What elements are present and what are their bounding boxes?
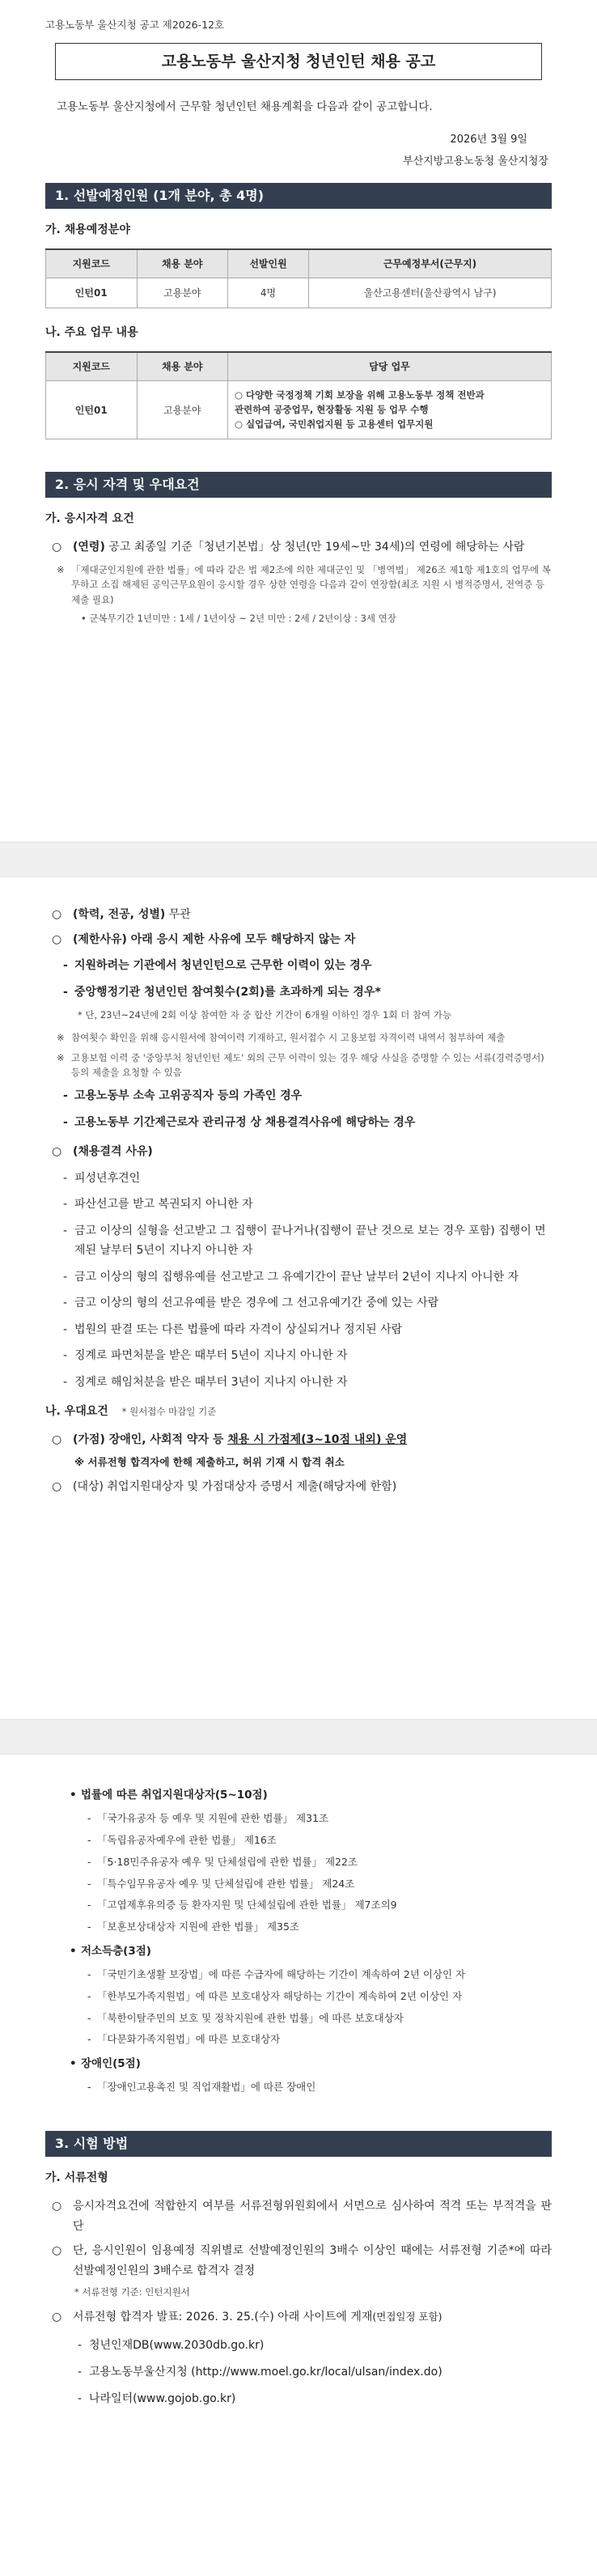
disability-title: 장애인(5점) bbox=[81, 2057, 141, 2070]
low-income-text: 「북한이탈주민의 보호 및 정착지원에 관한 법률」에 따른 보호대상자 bbox=[97, 2011, 404, 2024]
dash-mark: - bbox=[63, 985, 68, 999]
dash-mark: - bbox=[63, 1224, 68, 1237]
bonus-points-item bbox=[52, 1430, 552, 1450]
dash-mark: - bbox=[87, 1920, 91, 1933]
low-income-item bbox=[87, 1989, 552, 2005]
dash-mark: - bbox=[78, 2338, 83, 2352]
dash-mark: - bbox=[78, 2391, 83, 2405]
table-header: 담당 업무 bbox=[228, 352, 552, 381]
dash-mark: - bbox=[63, 959, 68, 972]
circle-bullet: ○ bbox=[52, 1433, 62, 1447]
bullet-mark: • bbox=[70, 1789, 77, 1802]
table-cell: 인턴01 bbox=[46, 380, 138, 439]
note-mark: ※ bbox=[57, 1032, 65, 1044]
age-extension-note bbox=[57, 562, 552, 607]
disqualification-item bbox=[63, 1320, 552, 1340]
site-link[interactable]: 청년인재DB(www.2030db.go.kr) bbox=[89, 2338, 265, 2352]
table-header: 근무예정부서(근무지) bbox=[309, 249, 552, 278]
disqualification-heading bbox=[52, 1142, 552, 1162]
dash-mark: - bbox=[63, 1296, 68, 1310]
bullet-mark: • bbox=[70, 2057, 77, 2070]
announcement-site bbox=[78, 2364, 552, 2381]
dash-mark: - bbox=[63, 1270, 68, 1284]
site-link[interactable]: 고용노동부울산지청 (http://www.moel.go.kr/local/ulsan/index.do) bbox=[89, 2365, 442, 2379]
age-label: (연령) bbox=[73, 541, 105, 554]
dash-mark: - bbox=[63, 1089, 68, 1103]
subsection-document-screening: 가. 서류전형 bbox=[45, 2171, 108, 2184]
low-income-item bbox=[87, 1967, 552, 1983]
restriction-item bbox=[63, 956, 552, 976]
table-header: 지원코드 bbox=[46, 352, 138, 381]
screening-text: 단, 응시인원이 임용예정 직위별로 선발예정인원의 3배수 이상인 때에는 서류전형 기준*에 따라 선발예정인원의 3배수로 합격자 결정 bbox=[73, 2244, 552, 2277]
dash-mark: - bbox=[63, 1198, 68, 1212]
age-text: 공고 최종일 기준「청년기본법」상 청년(만 19세~만 34세)의 연령에 해당하는 사람 bbox=[104, 541, 525, 554]
announcement-item bbox=[52, 2307, 552, 2328]
restriction-item-text: 고용노동부 소속 고위공직자 등의 가족인 경우 bbox=[74, 1089, 303, 1103]
announcement-tail: (면접일정 포함) bbox=[372, 2311, 442, 2323]
law-item-text: 「특수임무유공자 예우 및 단체설립에 관한 법률」 제24조 bbox=[97, 1877, 355, 1890]
table-cell: 고용분야 bbox=[137, 380, 228, 439]
disqualification-item bbox=[63, 1169, 552, 1189]
restriction-label: (제한사유) bbox=[73, 932, 127, 946]
circle-bullet: ○ bbox=[52, 1145, 62, 1159]
disqualification-text: 법원의 판결 또는 다른 법률에 따라 자격이 상실되거나 정지된 사람 bbox=[74, 1322, 403, 1336]
note-mark: ※ bbox=[57, 1051, 65, 1063]
hiring-field-table bbox=[45, 248, 552, 308]
section-3-heading: 3. 시험 방법 bbox=[45, 2131, 552, 2157]
dash-mark: - bbox=[87, 2033, 91, 2046]
announcement-site bbox=[78, 2337, 552, 2354]
law-item-text: 「고엽제후유의증 등 환자지원 및 단체설립에 관한 법률」 제7조의9 bbox=[97, 1899, 397, 1912]
law-item-text: 「국가유공자 등 예우 및 지원에 관한 법률」 제31조 bbox=[97, 1812, 329, 1825]
disqualification-item bbox=[63, 1221, 552, 1261]
table-row bbox=[46, 380, 552, 439]
site-link[interactable]: 나라일터(www.gojob.go.kr) bbox=[89, 2391, 236, 2405]
section-1-heading: 1. 선발예정인원 (1개 분야, 총 4명) bbox=[45, 183, 552, 209]
table-cell: 인턴01 bbox=[46, 278, 138, 308]
circle-bullet: ○ bbox=[52, 932, 62, 946]
duties-cell bbox=[228, 380, 552, 439]
duty-line: 관련하여 공중업무, 현장활동 지원 등 업무 수행 bbox=[235, 403, 429, 415]
issuing-organization: 부산지방고용노동청 울산지청장 bbox=[403, 155, 548, 168]
dash-mark: - bbox=[63, 1322, 68, 1336]
target-item bbox=[52, 1477, 552, 1497]
law-item bbox=[87, 1898, 552, 1913]
dash-mark: - bbox=[87, 1968, 91, 1980]
disqualification-text: 금고 이상의 실형을 선고받고 그 집행이 끝나거나(집행이 끝난 것으로 보는 경우 포함) 집행이 면제된 날부터 5년이 지나지 아니한 자 bbox=[74, 1224, 546, 1258]
bonus-points-underlined: 채용 시 가점제(3~10점 내외) 운영 bbox=[227, 1433, 408, 1447]
restriction-requirement bbox=[52, 930, 552, 950]
dash-mark: - bbox=[78, 2365, 83, 2379]
bonus-points-text: (가점) 장애인, 사회적 약자 등 bbox=[73, 1433, 228, 1447]
dash-mark: - bbox=[63, 1171, 68, 1185]
subsection-eligibility: 가. 응시자격 요건 bbox=[45, 512, 134, 526]
insurance-note-text: 고용보험 이력 중 '중앙부처 청년인턴 제도' 외의 근무 이력이 있는 경우 해당 사실을 증명할 수 있는 서류(경력증명서) 등의 제출을 요청할 수 있음 bbox=[71, 1051, 544, 1079]
circle-bullet: ○ bbox=[52, 2311, 62, 2324]
low-income-category bbox=[70, 1943, 552, 1959]
restriction-text: 아래 응시 제한 사유에 모두 해당하지 않는 자 bbox=[126, 932, 356, 946]
disqualification-text: 금고 이상의 형의 집행유예를 선고받고 그 유예기간이 끝난 날부터 2년이 지나지 아니한 자 bbox=[74, 1270, 519, 1284]
restriction-item bbox=[63, 982, 552, 1003]
intro-paragraph: 고용노동부 울산지청에서 근무할 청년인턴 채용계획을 다음과 같이 공고합니다. bbox=[57, 100, 433, 114]
page-title: 고용노동부 울산지청 청년인턴 채용 공고 bbox=[55, 43, 542, 81]
military-extension-bullet: • 군복무기간 1년미만 : 1세 / 1년이상 ~ 2년 미만 : 2세 / 2년이상 : 3세 연장 bbox=[81, 612, 396, 624]
insurance-history-note bbox=[57, 1050, 552, 1080]
page-1 bbox=[0, 0, 597, 842]
disqualification-item bbox=[63, 1267, 552, 1288]
dash-mark: - bbox=[87, 1899, 91, 1912]
table-header: 지원코드 bbox=[46, 249, 138, 278]
restriction-item-text: 지원하려는 기관에서 청년인턴으로 근무한 이력이 있는 경우 bbox=[74, 959, 372, 972]
education-requirement bbox=[52, 905, 552, 925]
table-cell: 고용분야 bbox=[137, 278, 228, 308]
dash-mark: - bbox=[87, 1812, 91, 1825]
disqualification-item bbox=[63, 1346, 552, 1366]
submission-note: ※ 서류전형 합격자에 한해 제출하고, 허위 기재 시 합격 취소 bbox=[74, 1455, 345, 1468]
page-2 bbox=[0, 877, 597, 1719]
dash-mark: - bbox=[63, 1375, 68, 1389]
circle-bullet: ○ bbox=[52, 541, 62, 554]
dash-mark: - bbox=[87, 1877, 91, 1890]
education-label: (학력, 전공, 성별) bbox=[73, 908, 166, 921]
notice-date: 2026년 3월 9일 bbox=[450, 133, 527, 146]
law-item-text: 「5·18민주유공자 예우 및 단체설립에 관한 법률」 제22조 bbox=[97, 1855, 358, 1868]
participation-note bbox=[57, 1030, 552, 1045]
low-income-title: 저소득층(3점) bbox=[81, 1944, 151, 1958]
disqualification-text: 금고 이상의 형의 선고유예를 받은 경우에 그 선고유예기간 중에 있는 사람 bbox=[74, 1296, 439, 1310]
subsection-preference bbox=[45, 1403, 552, 1420]
law-item bbox=[87, 1877, 552, 1892]
restriction-item bbox=[63, 1086, 552, 1106]
screening-text: 응시자격요건에 적합한지 여부를 서류전형위원회에서 서면으로 심사하여 적격 또는 부적격을 판단 bbox=[73, 2200, 552, 2233]
disqualification-text: 징계로 파면처분을 받은 때부터 5년이 지나지 아니한 자 bbox=[74, 1349, 348, 1363]
announcement-text: 서류전형 합격자 발표: 2026. 3. 25.(수) 아래 사이트에 게재 bbox=[73, 2311, 373, 2324]
dash-mark: - bbox=[87, 1989, 91, 2002]
disability-item bbox=[87, 2080, 552, 2095]
law-item bbox=[87, 1920, 552, 1935]
disqualification-text: 징계로 해임처분을 받은 때부터 3년이 지나지 아니한 자 bbox=[74, 1375, 348, 1389]
page-gap bbox=[0, 842, 597, 877]
table-cell: 울산고용센터(울산광역시 남구) bbox=[309, 278, 552, 308]
low-income-text: 「다문화가족지원법」에 따른 보호대상자 bbox=[97, 2033, 281, 2046]
duty-line: ○ 실업급여, 국민취업지원 등 고용센터 업무지원 bbox=[235, 418, 434, 430]
participation-exception-note: * 단, 23년~24년에 2회 이상 참여한 자 중 합산 기간이 6개월 이하인 경우 1회 더 참여 가능 bbox=[78, 1009, 452, 1021]
circle-bullet: ○ bbox=[52, 1479, 62, 1493]
page-gap bbox=[0, 1719, 597, 1755]
circle-bullet: ○ bbox=[52, 2244, 62, 2257]
duties-table bbox=[45, 351, 552, 439]
table-row bbox=[46, 278, 552, 308]
screening-criteria-note: * 서류전형 기준: 인턴지원서 bbox=[74, 2286, 190, 2298]
note-mark: ※ bbox=[57, 563, 65, 575]
dash-mark: - bbox=[87, 1855, 91, 1868]
circle-bullet: ○ bbox=[52, 908, 62, 921]
dash-mark: - bbox=[63, 1115, 68, 1129]
dash-mark: - bbox=[87, 1834, 91, 1846]
page-3 bbox=[0, 1755, 597, 2576]
subsection-main-duties: 나. 주요 업무 내용 bbox=[45, 325, 138, 339]
restriction-item bbox=[63, 1113, 552, 1133]
preference-note: * 원서접수 마감일 기준 bbox=[121, 1406, 217, 1418]
dash-mark: - bbox=[87, 2011, 91, 2024]
dash-mark: - bbox=[87, 2081, 91, 2094]
law-item bbox=[87, 1811, 552, 1827]
education-text: 무관 bbox=[165, 908, 191, 921]
disqualification-text: 파산선고를 받고 복권되지 아니한 자 bbox=[74, 1198, 253, 1212]
law-item bbox=[87, 1833, 552, 1848]
low-income-item bbox=[87, 2032, 552, 2048]
screening-item bbox=[52, 2196, 552, 2236]
notice-number: 고용노동부 울산지청 공고 제2026-12호 bbox=[45, 19, 225, 31]
age-note-text: 「제대군인지원에 관한 법률」에 따라 같은 법 제2조에 의한 제대군인 및 「병역법」 제26조 제1항 제1호의 업무에 복무하고 소집 해제된 공익근무요원이 응시할 경우 상한 연령을 다음과 같이 연장함(최조 지원 시 병적증명서, 전역증 등 제출 필요) bbox=[71, 563, 551, 605]
low-income-text: 「한부모가족지원법」에 따른 보호대상자 해당하는 기간이 계속하여 2년 이상인 자 bbox=[97, 1989, 463, 2002]
circle-bullet: ○ bbox=[52, 2200, 62, 2213]
table-header: 채용 분야 bbox=[137, 352, 228, 381]
section-2-heading: 2. 응시 자격 및 우대요건 bbox=[45, 472, 552, 498]
disqualification-text: 피성년후견인 bbox=[74, 1171, 141, 1185]
announcement-site bbox=[78, 2391, 552, 2408]
target-text: (대상) 취업지원대상자 및 가점대상자 증명서 제출(해당자에 한함) bbox=[73, 1479, 397, 1493]
dash-mark: - bbox=[63, 1349, 68, 1363]
screening-item bbox=[52, 2241, 552, 2281]
disqualification-label: (채용결격 사유) bbox=[73, 1145, 153, 1159]
table-cell: 4명 bbox=[228, 278, 309, 308]
law-category bbox=[70, 1787, 552, 1803]
low-income-text: 「국민기초생활 보장법」에 따른 수급자에 해당하는 기간이 계속하여 2년 이상인 자 bbox=[97, 1968, 466, 1980]
table-header: 채용 분야 bbox=[137, 249, 228, 278]
subsection-hiring-field: 가. 채용예정분야 bbox=[45, 223, 130, 236]
law-item-text: 「보훈보상대상자 지원에 관한 법률」 제35조 bbox=[97, 1920, 300, 1933]
duty-line: ○ 다양한 국정정책 기회 보장을 위해 고용노동부 정책 전반과 bbox=[235, 388, 485, 401]
law-category-title: 법률에 따른 취업지원대상자(5~10점) bbox=[81, 1789, 268, 1802]
low-income-item bbox=[87, 2011, 552, 2026]
disability-text: 「장애인고용촉진 및 직업재활법」에 따른 장애인 bbox=[97, 2081, 316, 2094]
disqualification-item bbox=[63, 1293, 552, 1313]
preference-title: 나. 우대요건 bbox=[45, 1405, 108, 1419]
participation-note-text: 참여횟수 확인을 위해 응시원서에 참여이력 기재하고, 원서접수 시 고용보험 자격이력 내역서 첨부하여 제출 bbox=[71, 1032, 506, 1044]
age-requirement bbox=[52, 537, 552, 558]
disqualification-item bbox=[63, 1195, 552, 1215]
disqualification-item bbox=[63, 1373, 552, 1393]
restriction-item-text: 고용노동부 기간제근로자 관리규정 상 채용결격사유에 해당하는 경우 bbox=[74, 1115, 416, 1129]
law-item bbox=[87, 1855, 552, 1870]
restriction-item-text: 중앙행정기관 청년인턴 참여횟수(2회)를 초과하게 되는 경우* bbox=[74, 985, 381, 999]
table-header: 선발인원 bbox=[228, 249, 309, 278]
disability-category bbox=[70, 2056, 552, 2072]
law-item-text: 「독립유공자예우에 관한 법률」 제16조 bbox=[97, 1834, 277, 1846]
bullet-mark: • bbox=[70, 1944, 77, 1958]
